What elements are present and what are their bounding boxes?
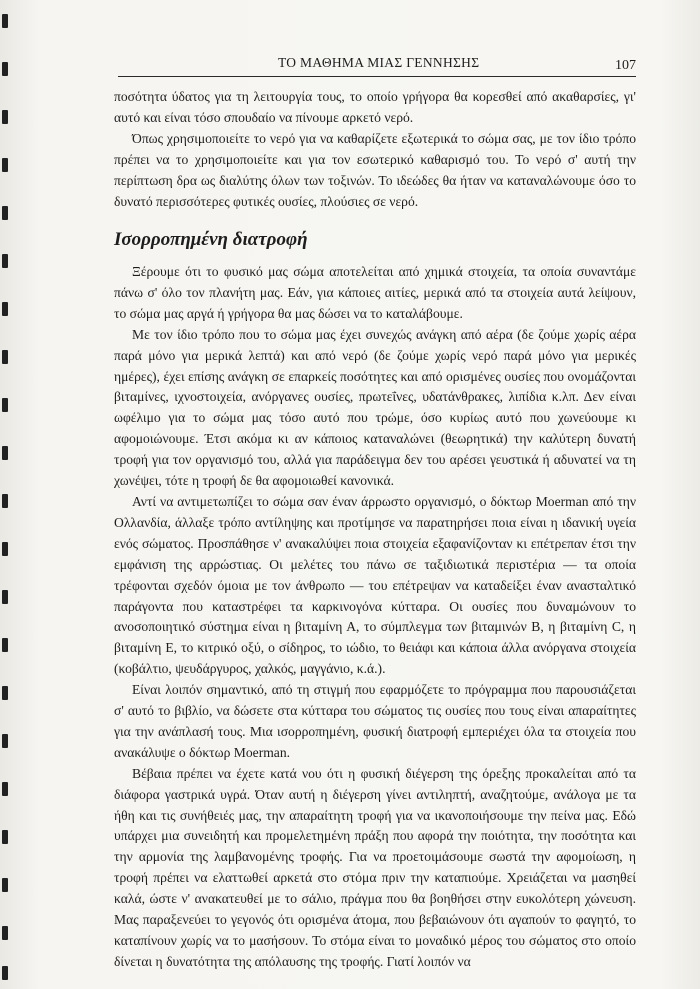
running-head: ΤΟ ΜΑΘΗΜΑ ΜΙΑΣ ΓΕΝΝΗΣΗΣ [278, 55, 480, 70]
body-paragraph: Με τον ίδιο τρόπο που το σώμα μας έχει συνεχώς ανάγκη από αέρα (δε ζούμε χωρίς αέρα παρά μόνο για μερικά λεπτά) και από νερό (δε ζούμε χωρίς νερό παρά μόνο για μερικές ημέρες), έχει επίσης ανάγκη σε επαρκείς ποσότητες και από ορισμένες ουσίες που ονομάζονται βιταμίνες, ιχνοστοιχεία, ανόργανες ουσίες, πρωτεΐνες, υδατάνθρακες, λιπίδια κ.λπ. Δεν είναι ωφέλιμο για το σώμα μας τόσο αυτό που τρώμε, όσο κυρίως αυτό που χωνεύουμε κι αφομοιώνουμε. Έτσι ακόμα κι αν κάποιος καταναλώνει (θεωρητικά) την καλύτερη δυνατή τροφή για τον οργανισμό του, αλλά για παράδειγμα δεν του αρέσει γευστικά ή αδυνατεί να τη χωνέψει, τότε η τροφή δε θα αφομοιωθεί κανονικά. [114, 326, 636, 489]
water-paragraph: Όπως χρησιμοποιείτε το νερό για να καθαρίζετε εξωτερικά το σώμα σας, με τον ίδιο τρόπο πρέπει να το χρησιμοποιείτε και για τον εσωτερικό καθαρισμό του. Το νερό σ' αυτή την περίπτωση δρα ως διαλύτης όλων των τοξινών. Το ιδεώδες θα ήταν να καταναλώνουμε όσο το δυνατό περισσότερες φυτικές ουσίες, πλούσιες σε νερό. [114, 130, 636, 209]
section-heading: Ισορροπημένη διατροφή [114, 229, 308, 250]
spiral-binding [0, 0, 16, 989]
body-paragraph: Αντί να αντιμετωπίζει το σώμα σαν έναν άρρωστο οργανισμό, ο δόκτωρ Moerman από την Ολλανδία, άλλαξε τρόπο αντίληψης και προτίμησε να παρατηρήσει ποια είναι η ιδανική υγεία ενός σώματος. Προσπάθησε ν' ανακαλύψει ποια στοιχεία εξαφανίζονταν κι επέτρεπαν έτσι την εμφάνιση της αρρώστιας. Οι μελέτες του πάνω σε ταξιδιωτικά περιστέρια — τα οποία τρέφονται σχεδόν όμοια με τον άνθρωπο — του επέτρεψαν να καταδείξει έναν ανασταλτικό παράγοντα που καταστρέφει τα καρκινογόνα κύτταρα. Οι ουσίες που δυναμώνουν το ανοσοποιητικό σύστημα είναι η βιταμίνη Α, το σύμπλεγμα των βιταμινών Β, η βιταμίνη C, η βιταμίνη Ε, το κιτρικό οξύ, ο σίδηρος, το ιώδιο, το θειάφι και κάποια άλλα ανόργανα στοιχεία (κοβάλτιο, ψευδάργυρος, χαλκός, μαγγάνιο, κ.ά.). [114, 493, 636, 677]
continued-paragraph: ποσότητα ύδατος για τη λειτουργία τους, το οποίο γρήγορα θα κορεσθεί από ακαθαρσίες, γι' αυτό και είναι τόσο σπουδαίο να πίνουμε αρκετό νερό. [114, 89, 636, 125]
section-body [114, 262, 636, 973]
opening-text-block [114, 87, 636, 212]
page-number: 107 [615, 58, 636, 73]
body-paragraph: Είναι λοιπόν σημαντικό, από τη στιγμή που εφαρμόζετε το πρόγραμμα που παρουσιάζεται σ' αυτό το βιβλίο, να δώσετε στα κύτταρα του σώματος τις ουσίες που τους είναι απαραίτητες για την ανάπλασή τους. Μια ισορροπημένη, φυσική διατροφή εμπεριέχει όλα τα στοιχεία που ανακάλυψε ο δόκτωρ Moerman. [114, 682, 636, 760]
body-paragraph: Βέβαια πρέπει να έχετε κατά νου ότι η φυσική διέγερση της όρεξης προκαλείται από τα διάφορα γαστρικά υγρά. Όταν αυτή η διέγερση γίνει αντιληπτή, αναζητούμε, ανάλογα με τα ήθη και τις συνήθειές μας, την απαραίτητη τροφή για να ικανοποιήσουμε την πείνα μας. Εδώ υπάρχει μια συνειδητή και προμελετημένη πράξη που αφορά την ποιότητα, την ποσότητα και την αρμονία της λαμβανομένης τροφής. Για να προετοιμάσουμε σωστά την αφομοίωση, η τροφή πρέπει να ελαττωθεί αρκετά στο στόμα πριν την καταπιούμε. Χρειάζεται να μασηθεί καλά, ώστε ν' ανακατευθεί με το σάλιο, πράγμα που θα βοηθήσει στην ευκολότερη χώνευση. Μας παραξενεύει το γεγονός ότι ορισμένα άτομα, που βεβαιώνουν ότι αγαπούν το φαγητό, το καταπίνουν χωρίς να το μασήσουν. Το στόμα είναι το μοναδικό μέρος του σώματος στο οποίο δίνεται η δυνατότητα της απόλαυσης της τροφής. Γιατί λοιπόν να [114, 765, 636, 969]
page-header [118, 50, 636, 77]
body-paragraph: Ξέρουμε ότι το φυσικό μας σώμα αποτελείται από χημικά στοιχεία, τα οποία συναντάμε πάνω σ' όλο τον πλανήτη μας. Εάν, για κάποιες αιτίες, μερικά από τα στοιχεία αυτά λείψουν, το σώμα μας αργά ή γρήγορα θα μας δώσει να το καταλάβουμε. [114, 264, 636, 321]
